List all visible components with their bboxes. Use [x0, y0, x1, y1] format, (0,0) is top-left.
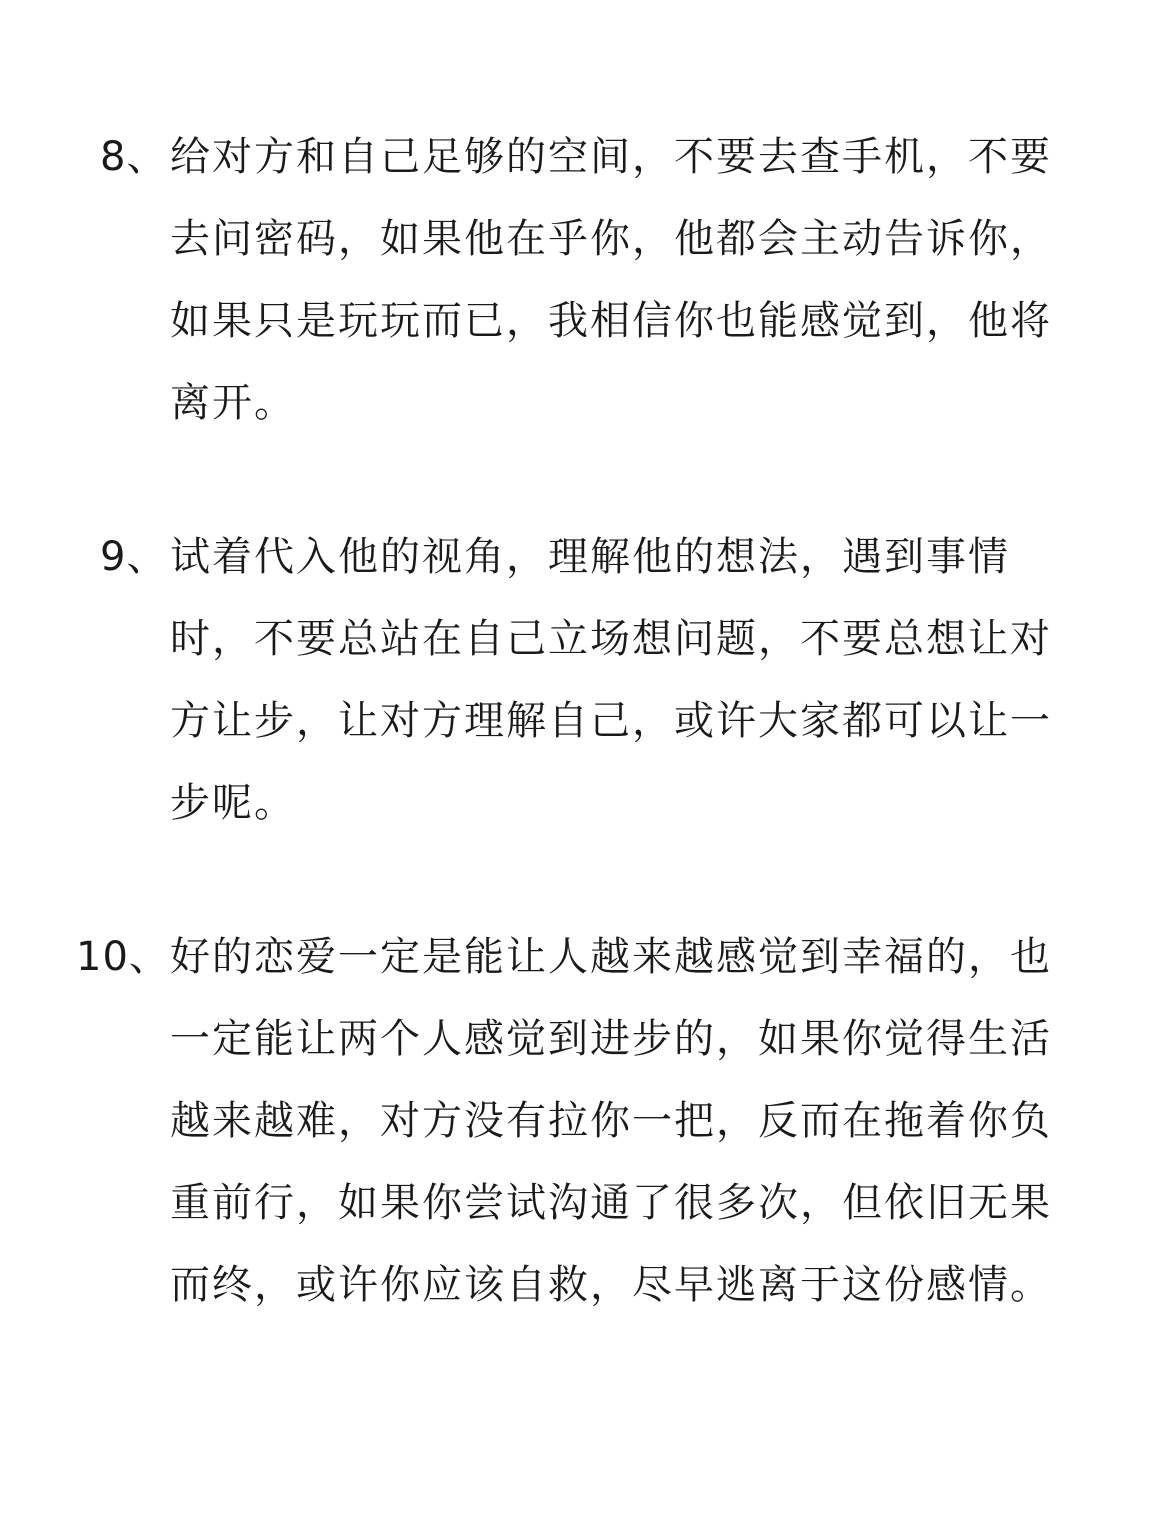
text-line: 离开。 [170, 380, 296, 426]
text-line: 去问密码，如果他在乎你，他都会主动告诉你， [170, 216, 1052, 262]
text-line: 步呢。 [170, 780, 296, 826]
item-number: 9、 [100, 534, 168, 580]
text-line: 重前行，如果你尝试沟通了很多次，但依旧无果 [170, 1180, 1052, 1226]
text-line: 如果只是玩玩而已，我相信你也能感觉到，他将 [170, 298, 1052, 344]
text-line: 时，不要总站在自己立场想问题，不要总想让对 [170, 616, 1052, 662]
text-line: 越来越难，对方没有拉你一把，反而在拖着你负 [170, 1098, 1052, 1144]
text-line: 给对方和自己足够的空间，不要去查手机，不要 [170, 134, 1052, 180]
item-text [170, 116, 1130, 444]
item-text [170, 516, 1130, 844]
item-number: 8、 [100, 134, 168, 180]
text-line: 而终，或许你应该自救，尽早逃离于这份感情。 [170, 1262, 1052, 1308]
text-line: 方让步，让对方理解自己，或许大家都可以让一 [170, 698, 1052, 744]
text-line: 试着代入他的视角，理解他的想法，遇到事情 [170, 534, 1010, 580]
item-text [170, 916, 1130, 1326]
text-line: 好的恋爱一定是能让人越来越感觉到幸福的，也 [170, 934, 1052, 980]
text-line: 一定能让两个人感觉到进步的，如果你觉得生活 [170, 1016, 1052, 1062]
item-number: 10、 [76, 934, 170, 980]
